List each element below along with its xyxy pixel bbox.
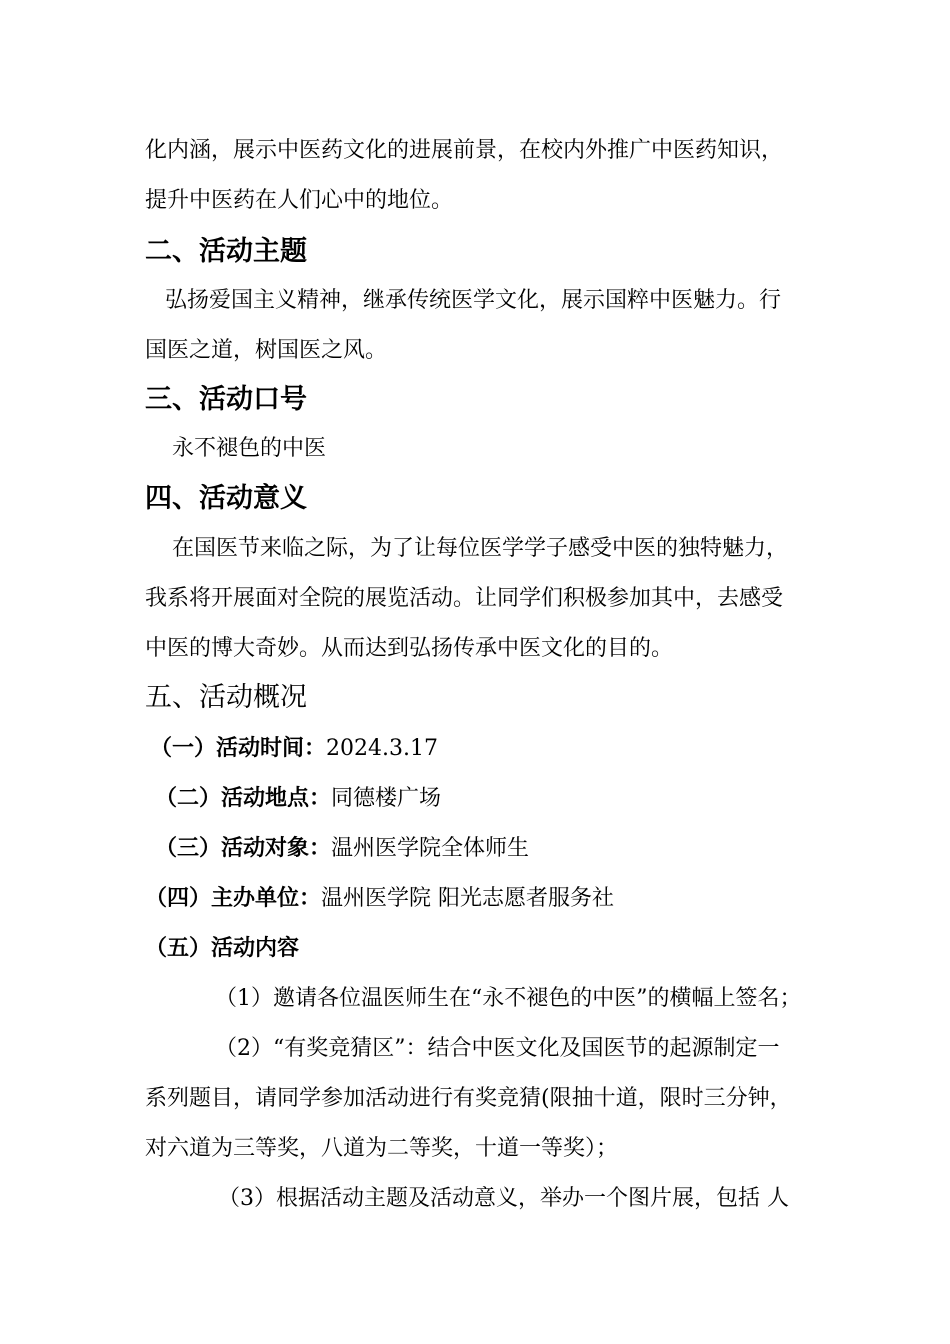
overview-value-place: 同德楼广场 bbox=[331, 786, 442, 811]
overview-item-audience bbox=[155, 838, 529, 860]
content-paragraph-2-line-1: （2）“有奖竞猜区”：结合中医文化及国医节的起源制定一 bbox=[215, 1036, 780, 1061]
content-paragraph-2-line-3: 对六道为三等奖，八道为二等奖，十道一等奖）； bbox=[145, 1136, 619, 1161]
section-heading-slogan: 三、活动口号 bbox=[145, 384, 307, 415]
theme-line-1: 弘扬爱国主义精神，继承传统医学文化，展示国粹中医魅力。行 bbox=[165, 288, 782, 313]
overview-item-content bbox=[145, 938, 299, 960]
overview-value-audience: 温州医学院全体师生 bbox=[331, 836, 530, 861]
overview-item-time bbox=[150, 738, 438, 760]
overview-label-time: （一）活动时间： bbox=[150, 736, 327, 761]
section-heading-meaning: 四、活动意义 bbox=[145, 483, 307, 514]
overview-value-time: 2024.3.17 bbox=[326, 736, 438, 761]
overview-label-organizer: （四）主办单位： bbox=[145, 886, 322, 911]
overview-item-place bbox=[155, 788, 441, 810]
intro-line-2: 提升中医药在人们心中的地位。 bbox=[145, 188, 454, 213]
content-paragraph-3: （3）根据活动主题及活动意义，举办一个图片展，包括 人 bbox=[218, 1186, 789, 1211]
theme-line-2: 国医之道，树国医之风。 bbox=[145, 338, 388, 363]
overview-item-organizer bbox=[145, 888, 614, 910]
meaning-line-2: 我系将开展面对全院的展览活动。让同学们积极参加其中，去感受 bbox=[145, 586, 784, 611]
slogan-text: 永不褪色的中医 bbox=[172, 436, 327, 461]
content-paragraph-2-line-2: 系列题目，请同学参加活动进行有奖竞猜(限抽十道，限时三分钟， bbox=[145, 1086, 792, 1111]
overview-label-audience: （三）活动对象： bbox=[155, 836, 332, 861]
content-paragraph-1: （1）邀请各位温医师生在“永不褪色的中医”的横幅上签名； bbox=[215, 986, 802, 1011]
overview-value-organizer: 温州医学院 阳光志愿者服务社 bbox=[321, 886, 615, 911]
section-heading-overview: 五、活动概况 bbox=[145, 682, 307, 713]
intro-line-1: 化内涵，展示中医药文化的进展前景，在校内外推广中医药知识， bbox=[145, 138, 784, 163]
section-heading-theme: 二、活动主题 bbox=[145, 236, 307, 267]
overview-label-place: （二）活动地点： bbox=[155, 786, 332, 811]
overview-label-content: （五）活动内容 bbox=[145, 936, 300, 961]
meaning-line-1: 在国医节来临之际，为了让每位医学学子感受中医的独特魅力， bbox=[172, 536, 789, 561]
meaning-line-3: 中医的博大奇妙。从而达到弘扬传承中医文化的目的。 bbox=[145, 636, 674, 661]
